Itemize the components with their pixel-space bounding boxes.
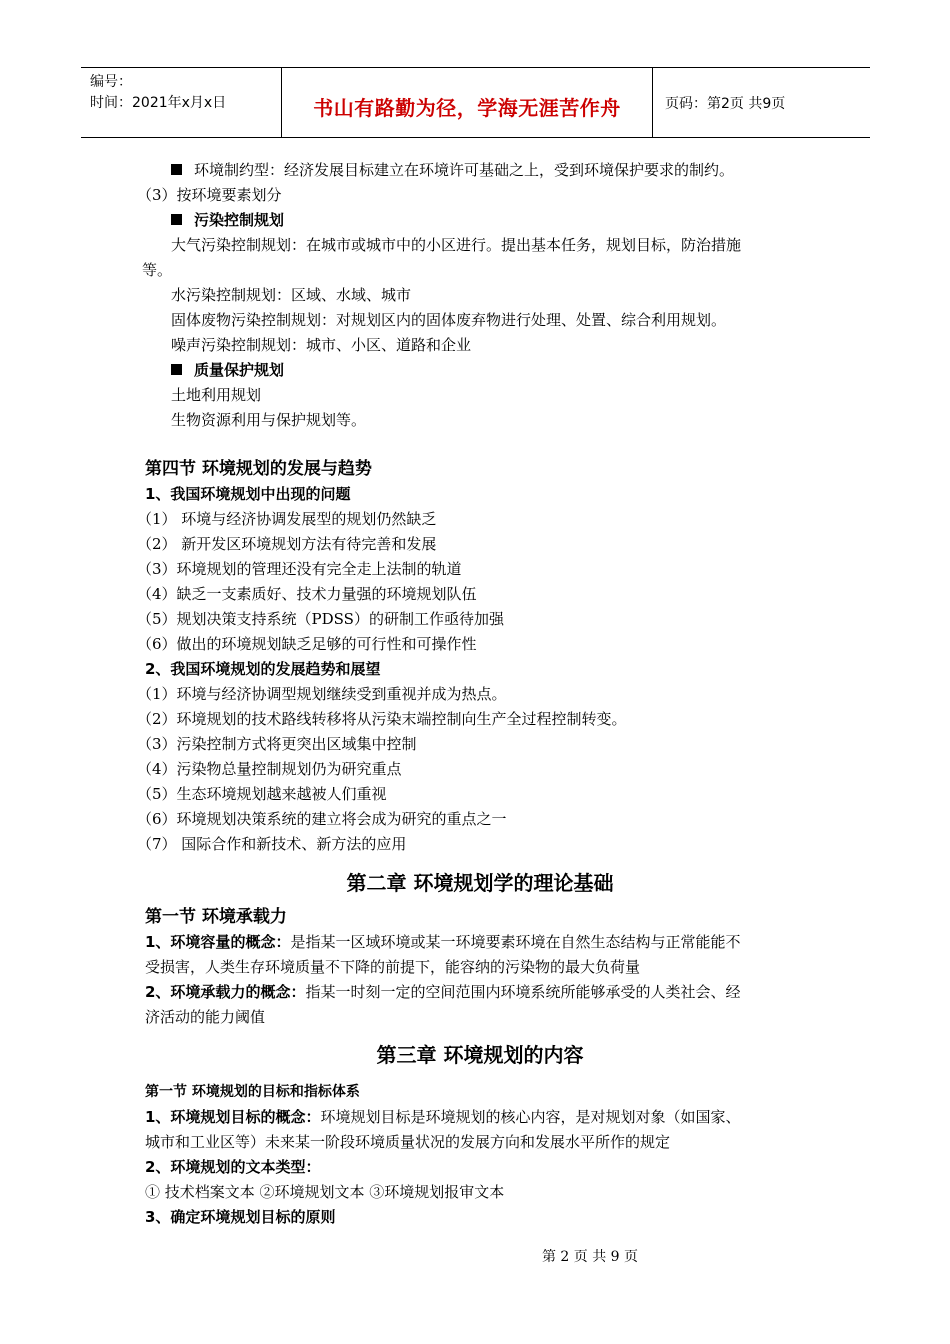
trend-item: （5）生态环境规划越来越被人们重视 bbox=[137, 785, 387, 803]
quality-protection-heading: 质量保护规划 bbox=[145, 358, 284, 383]
solid-waste-line: 固体废物污染控制规划：对规划区内的固体废弃物进行处理、处置、综合利用规划。 bbox=[171, 311, 727, 329]
square-bullet-icon bbox=[171, 164, 182, 175]
section-4-title: 第四节 环境规划的发展与趋势 bbox=[145, 459, 372, 479]
problem-item: （1） 环境与经济协调发展型的规划仍然缺乏 bbox=[137, 510, 437, 528]
square-bullet-icon bbox=[171, 364, 182, 375]
env-capacity-def-cont: 受损害，人类生存环境质量不下降的前提下，能容纳的污染物的最大负荷量 bbox=[145, 958, 641, 976]
item-env-constraint: 环境制约型：经济发展目标建立在环境许可基础之上，受到环境保护要求的制约。 bbox=[145, 158, 734, 183]
header-page-info: 页码：第2页 共9页 bbox=[665, 95, 786, 112]
document-number-label: 编号： bbox=[90, 74, 132, 90]
bio-resource-line: 生物资源利用与保护规划等。 bbox=[171, 411, 367, 429]
env-carrying-def-cont: 济活动的能力阈值 bbox=[145, 1008, 266, 1026]
trend-item: （2）环境规划的技术路线转移将从污染末端控制向生产全过程控制转变。 bbox=[137, 710, 627, 728]
trend-item: （1）环境与经济协调型规划继续受到重视并成为热点。 bbox=[137, 685, 507, 703]
problem-item: （2） 新开发区环境规划方法有待完善和发展 bbox=[137, 535, 437, 553]
plan-target-def-cont: 城市和工业区等）未来某一阶段环境质量状况的发展方向和发展水平所作的规定 bbox=[145, 1133, 671, 1151]
trends-heading: 2、我国环境规划的发展趋势和展望 bbox=[145, 660, 381, 678]
air-pollution-line-a: 大气污染控制规划：在城市或城市中的小区进行。提出基本任务，规划目标，防治措施 bbox=[171, 236, 742, 254]
square-bullet-icon bbox=[171, 214, 182, 225]
text-types-list: ① 技术档案文本 ②环境规划文本 ③环境规划报审文本 bbox=[145, 1183, 505, 1201]
problem-item: （6）做出的环境规划缺乏足够的可行性和可操作性 bbox=[137, 635, 477, 653]
chapter-3-section-1: 第一节 环境规划的目标和指标体系 bbox=[145, 1084, 360, 1100]
problems-heading: 1、我国环境规划中出现的问题 bbox=[145, 485, 351, 503]
land-use-line: 土地利用规划 bbox=[171, 386, 262, 404]
header-table bbox=[81, 67, 870, 138]
document-time-label: 时间：2021年x月x日 bbox=[90, 95, 227, 111]
env-carrying-def: 2、环境承载力的概念：指某一时刻一定的空间范围内环境系统所能够承受的人类社会、经 bbox=[145, 983, 741, 1001]
trend-item: （3）污染控制方式将更突出区域集中控制 bbox=[137, 735, 417, 753]
problem-item: （3）环境规划的管理还没有完全走上法制的轨道 bbox=[137, 560, 462, 578]
trend-item: （7） 国际合作和新技术、新方法的应用 bbox=[137, 835, 407, 853]
header-motto: 书山有路勤为径，学海无涯苦作舟 bbox=[313, 96, 621, 120]
text-types-heading: 2、环境规划的文本类型： bbox=[145, 1158, 321, 1176]
trend-item: （4）污染物总量控制规划仍为研究重点 bbox=[137, 760, 402, 778]
water-pollution-line: 水污染控制规划：区域、水域、城市 bbox=[171, 286, 412, 304]
trend-item: （6）环境规划决策系统的建立将会成为研究的重点之一 bbox=[137, 810, 507, 828]
chapter-2-section-1: 第一节 环境承载力 bbox=[145, 907, 287, 927]
air-pollution-line-b: 等。 bbox=[142, 261, 173, 279]
header-left-cell bbox=[81, 68, 282, 137]
chapter-3-title: 第三章 环境规划的内容 bbox=[376, 1043, 584, 1067]
chapter-2-title: 第二章 环境规划学的理论基础 bbox=[346, 871, 614, 895]
plan-target-def: 1、环境规划目标的概念：环境规划目标是环境规划的核心内容，是对规划对象（如国家、 bbox=[145, 1108, 741, 1126]
page-footer: 第 2 页 共 9 页 bbox=[541, 1249, 639, 1265]
header-motto-cell bbox=[282, 68, 653, 137]
pollution-control-heading: 污染控制规划 bbox=[145, 208, 284, 233]
problem-item: （4）缺乏一支素质好、技术力量强的环境规划队伍 bbox=[137, 585, 477, 603]
problem-item: （5）规划决策支持系统（PDSS）的研制工作亟待加强 bbox=[137, 610, 504, 628]
target-principles-heading: 3、确定环境规划目标的原则 bbox=[145, 1208, 336, 1226]
env-capacity-def: 1、环境容量的概念：是指某一区域环境或某一环境要素环境在自然生态结构与正常能能不 bbox=[145, 933, 741, 951]
noise-pollution-line: 噪声污染控制规划：城市、小区、道路和企业 bbox=[171, 336, 472, 354]
classification-heading: （3）按环境要素划分 bbox=[137, 186, 282, 204]
